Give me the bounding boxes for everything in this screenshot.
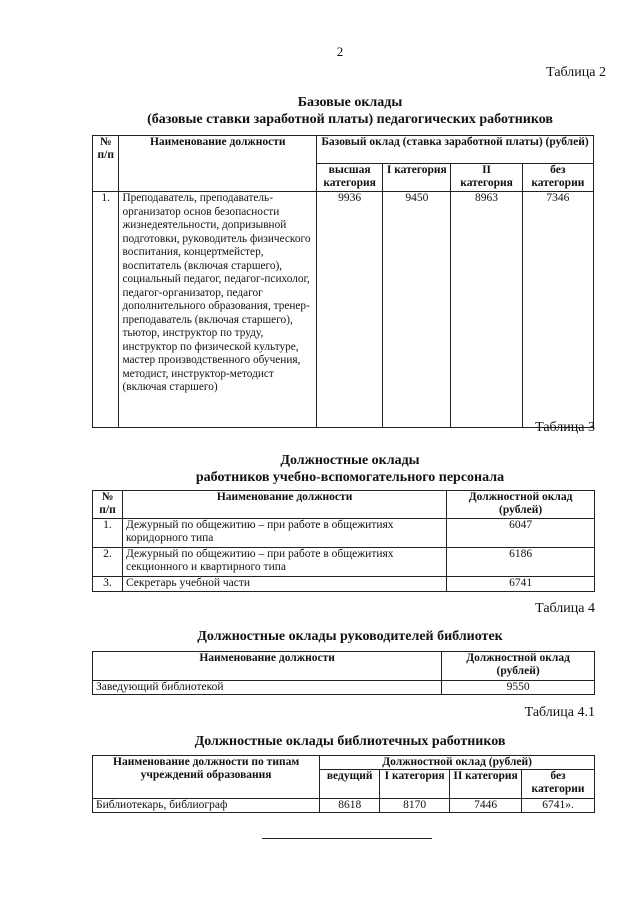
table-4-label: Таблица 4 [535,601,595,616]
col-header-salary: Базовый оклад (ставка заработной платы) (рублей) [317,136,594,164]
position-name: Дежурный по общежитию – при работе в общежитиях секционного и квартирного типа [122,548,446,577]
col-header-leading: ведущий [320,770,380,799]
table-3 [92,490,595,592]
table-row [93,548,595,577]
table-2 [92,135,594,428]
salary-value: 8963 [451,192,522,428]
col-header-name: Наименование должности [119,136,317,192]
footer-divider [262,838,432,839]
table-row [93,681,595,695]
table-2-label: Таблица 2 [546,65,606,80]
table-4-title: Должностные оклады руководителей библиотек [197,629,503,644]
table-4-1-title: Должностные оклады библиотечных работников [194,734,506,749]
table-3-title-line1: Должностные оклады [280,453,420,468]
col-header-salary: Должностной оклад (рублей) [447,491,595,519]
position-name: Заведующий библиотекой [93,681,442,695]
col-header-name: Наименование должности [122,491,446,519]
position-name: Секретарь учебной части [122,577,446,592]
position-name: Библиотекарь, библиограф [93,799,320,813]
row-number: 3. [93,577,123,592]
salary-value: 6047 [447,519,595,548]
salary-value: 8170 [380,799,450,813]
col-header-category-1: I категория [380,770,450,799]
col-header-no: № п/п [93,491,123,519]
salary-value: 7446 [450,799,522,813]
salary-value: 9936 [317,192,383,428]
salary-value: 8618 [320,799,380,813]
col-header-category-1: I категория [383,164,451,192]
table-2-title-line1: Базовые оклады [297,95,403,110]
col-header-category-highest: высшая категория [317,164,383,192]
row-number: 2. [93,548,123,577]
table-3-label: Таблица 3 [535,420,595,435]
table-2-title-line2: (базовые ставки заработной платы) педагогических работников [147,112,553,127]
table-4-1 [92,755,595,813]
table-row [93,519,595,548]
salary-value: 6741 [447,577,595,592]
col-header-category-2: II категория [451,164,522,192]
salary-value: 6186 [447,548,595,577]
col-header-no: № п/п [93,136,119,192]
col-header-salary: Должностной оклад (рублей) [442,652,595,681]
col-header-name: Наименование должности [93,652,442,681]
salary-value: 9450 [383,192,451,428]
table-row [93,799,595,813]
salary-value: 6741». [522,799,595,813]
salary-value: 7346 [522,192,593,428]
position-name: Дежурный по общежитию – при работе в общежитиях коридорного типа [122,519,446,548]
col-header-name: Наименование должности по типам учреждений образования [93,756,320,799]
row-number: 1. [93,519,123,548]
row-number: 1. [93,192,119,428]
col-header-no-category: без категории [522,770,595,799]
table-4 [92,651,595,695]
table-row [93,192,594,428]
table-4-1-label: Таблица 4.1 [524,705,595,720]
col-header-salary: Должностной оклад (рублей) [320,756,595,770]
table-3-title-line2: работников учебно-вспомогательного персонала [195,470,505,485]
col-header-no-category: без категории [522,164,593,192]
table-row [93,577,595,592]
salary-value: 9550 [442,681,595,695]
page-number: 2 [336,44,344,59]
col-header-category-2: II категория [450,770,522,799]
position-name: Преподаватель, преподаватель-организатор основ безопасности жизнедеятельности, допризывной подготовки, руководитель физического воспитания, концертмейстер, воспитатель (включая старшего), социальный педагог, педагог-психолог, педагог-организатор, педагог дополнительного образования, тренер-преподаватель (включая старшего), тьютор, инструктор по труду, инструктор по физической культуре, мастер производственного обучения, методист, инструктор-методист (включая старшего) [119,192,317,428]
